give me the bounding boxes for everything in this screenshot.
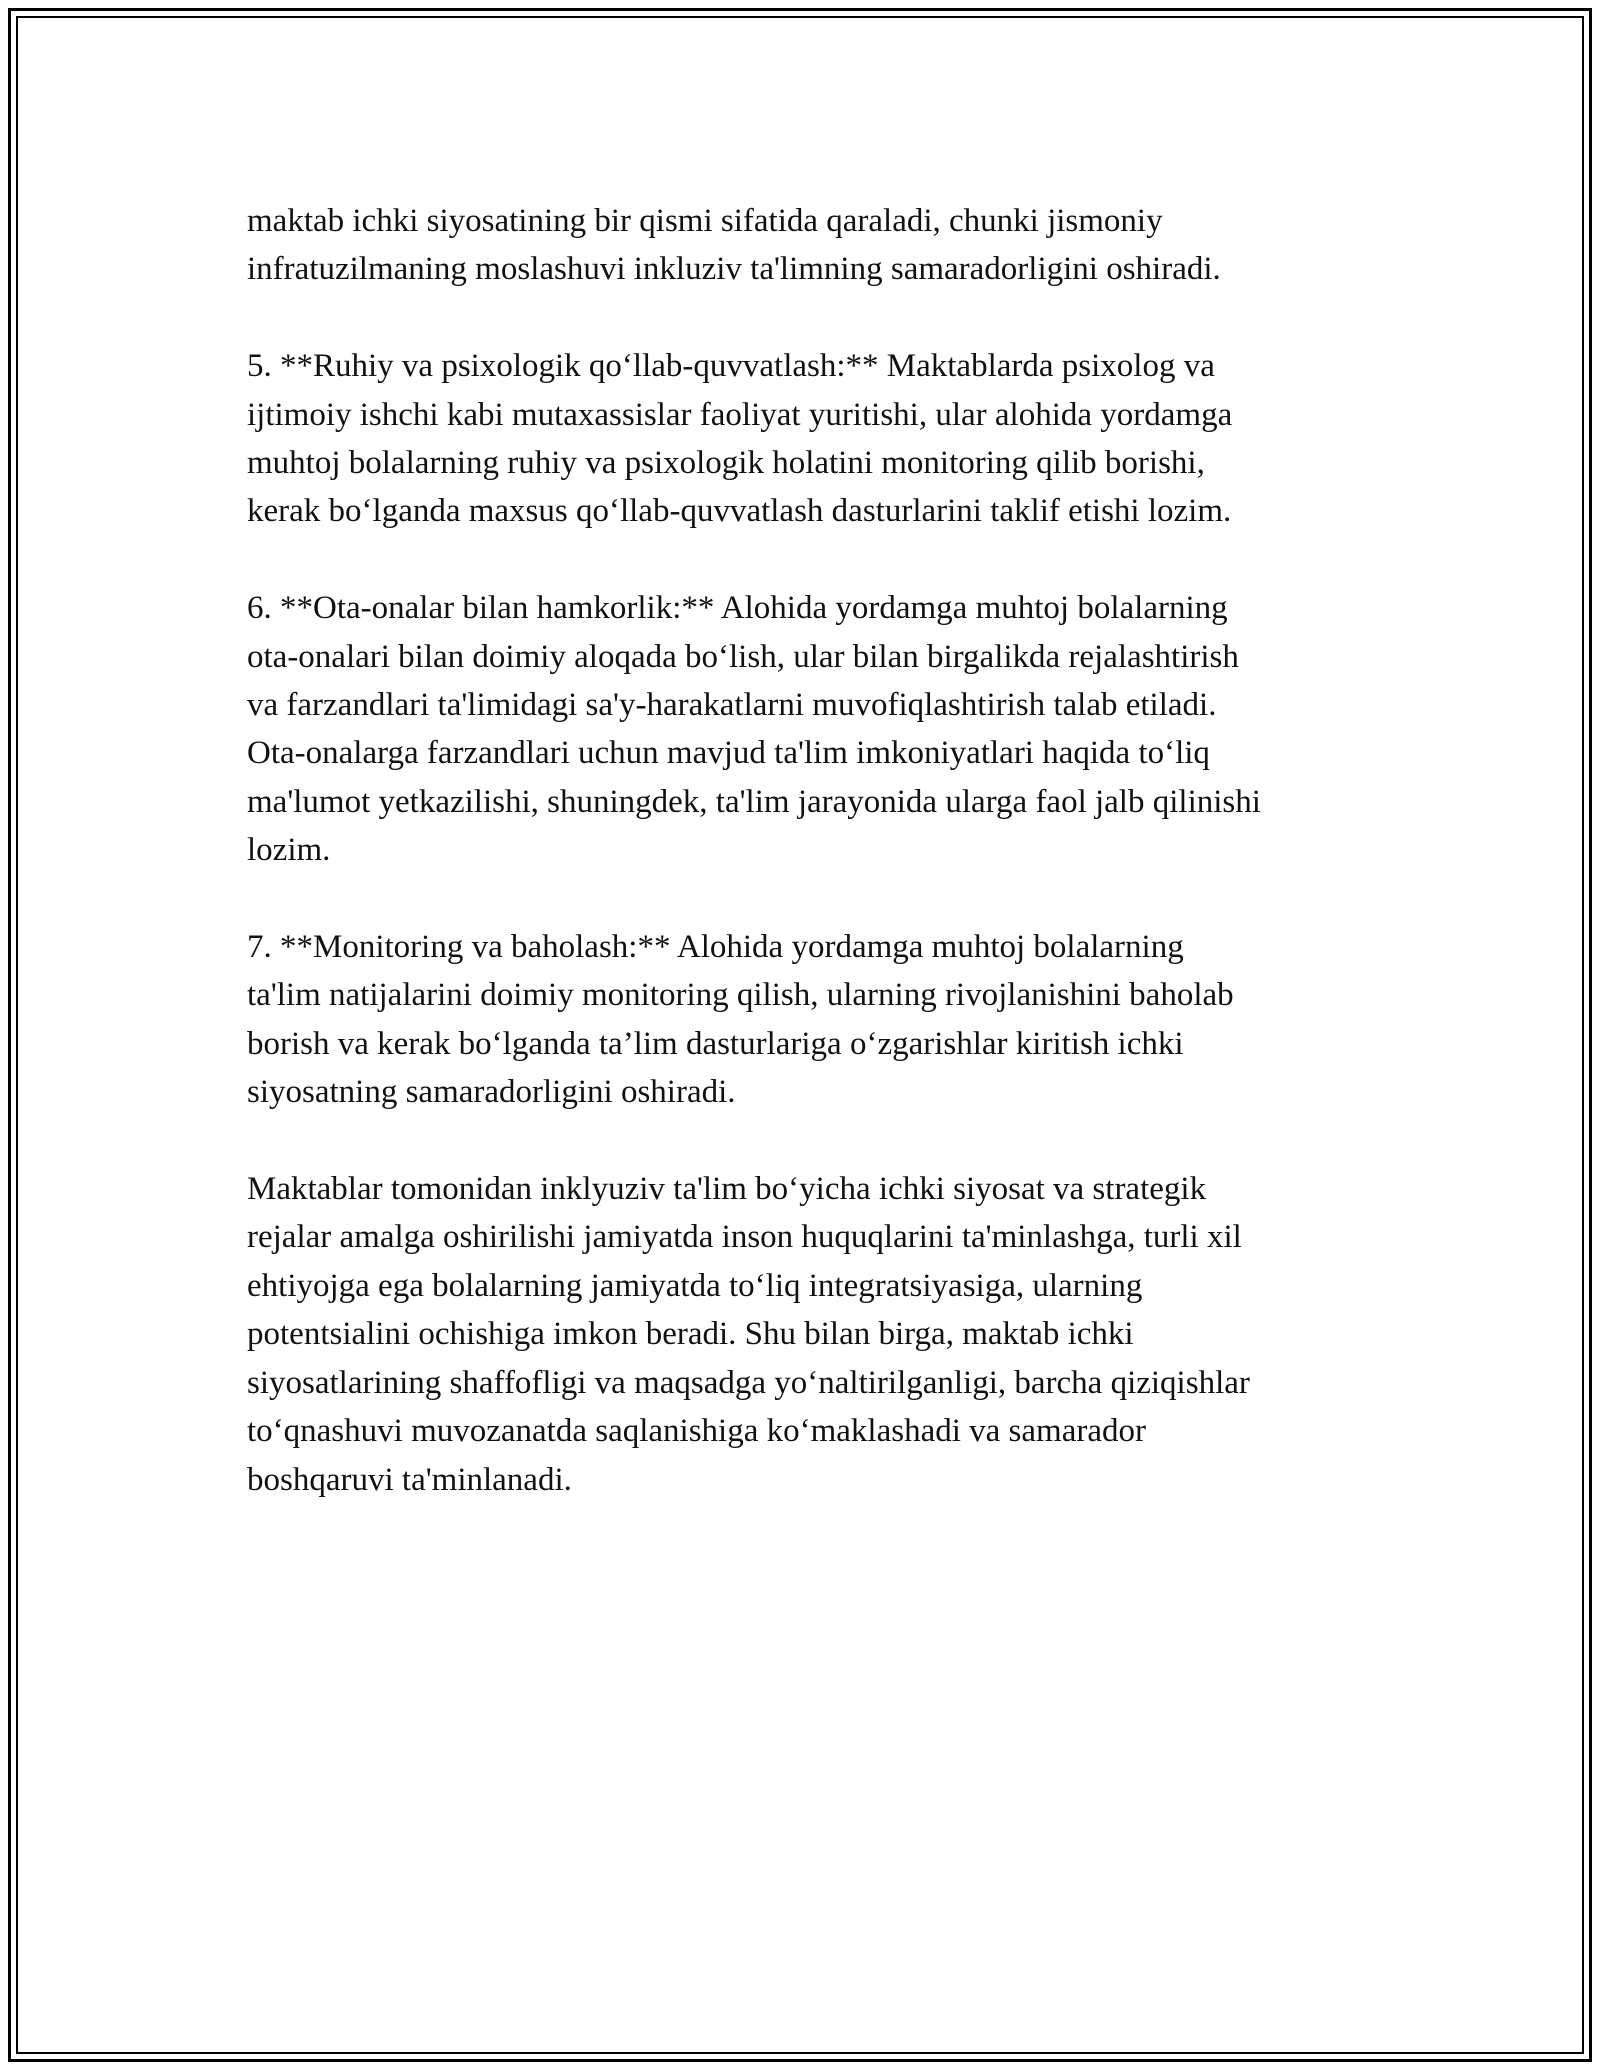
text-line: 7. **Monitoring va baholash:** Alohida yordamga muhtoj bolalarning bbox=[247, 929, 1184, 966]
text-line: kerak bo‘lganda maxsus qo‘llab-quvvatlash dasturlarini taklif etishi lozim. bbox=[247, 493, 1232, 530]
paragraph-item-5 bbox=[247, 342, 1427, 536]
paragraph-intro-continuation bbox=[247, 197, 1427, 294]
text-line: ma'lumot yetkazilishi, shuningdek, ta'lim jarayonida ularga faol jalb qilinishi bbox=[247, 783, 1261, 820]
text-line: to‘qnashuvi muvozanatda saqlanishiga ko‘maklashadi va samarador bbox=[247, 1413, 1146, 1450]
text-line: ta'lim natijalarini doimiy monitoring qilish, ularning rivojlanishini baholab bbox=[247, 977, 1234, 1014]
text-line: Maktablar tomonidan inklyuziv ta'lim bo‘yicha ichki siyosat va strategik bbox=[247, 1171, 1207, 1208]
text-line: ijtimoiy ishchi kabi mutaxassislar faoliyat yuritishi, ular alohida yordamga bbox=[247, 396, 1233, 433]
text-line: borish va kerak bo‘lganda ta’lim dasturlariga o‘zgarishlar kiritish ichki bbox=[247, 1025, 1184, 1062]
text-line: ota-onalari bilan doimiy aloqada bo‘lish, ular bilan birgalikda rejalashtirish bbox=[247, 638, 1239, 675]
text-line: siyosatning samaradorligini oshiradi. bbox=[247, 1074, 736, 1111]
text-line: 5. **Ruhiy va psixologik qo‘llab-quvvatlash:** Maktablarda psixolog va bbox=[247, 348, 1215, 385]
document-body bbox=[247, 197, 1427, 1504]
page-border bbox=[8, 8, 1592, 2062]
paragraph-item-7 bbox=[247, 923, 1427, 1117]
text-line: maktab ichki siyosatining bir qismi sifatida qaraladi, chunki jismoniy bbox=[247, 203, 1163, 239]
paragraph-conclusion bbox=[247, 1165, 1427, 1504]
text-line: 6. **Ota-onalar bilan hamkorlik:** Alohida yordamga muhtoj bolalarning bbox=[247, 590, 1228, 627]
text-line: rejalar amalga oshirilishi jamiyatda inson huquqlarini ta'minlashga, turli xil bbox=[247, 1219, 1242, 1256]
text-line: muhtoj bolalarning ruhiy va psixologik holatini monitoring qilib borishi, bbox=[247, 445, 1205, 482]
text-line: infratuzilmaning moslashuvi inkluziv ta'limning samaradorligini oshiradi. bbox=[247, 251, 1221, 288]
text-line: potentsialini ochishiga imkon beradi. Shu bilan birga, maktab ichki bbox=[247, 1316, 1134, 1353]
text-line: siyosatlarining shaffofligi va maqsadga yo‘naltirilganligi, barcha qiziqishlar bbox=[247, 1364, 1250, 1401]
text-line: ehtiyojga ega bolalarning jamiyatda to‘liq integratsiyasiga, ularning bbox=[247, 1267, 1143, 1304]
text-line: Ota-onalarga farzandlari uchun mavjud ta'lim imkoniyatlari haqida to‘liq bbox=[247, 735, 1210, 772]
text-line: lozim. bbox=[247, 832, 331, 869]
paragraph-item-6 bbox=[247, 584, 1427, 874]
text-line: va farzandlari ta'limidagi sa'y-harakatlarni muvofiqlashtirish talab etiladi. bbox=[247, 687, 1217, 724]
text-line: boshqaruvi ta'minlanadi. bbox=[247, 1461, 572, 1498]
